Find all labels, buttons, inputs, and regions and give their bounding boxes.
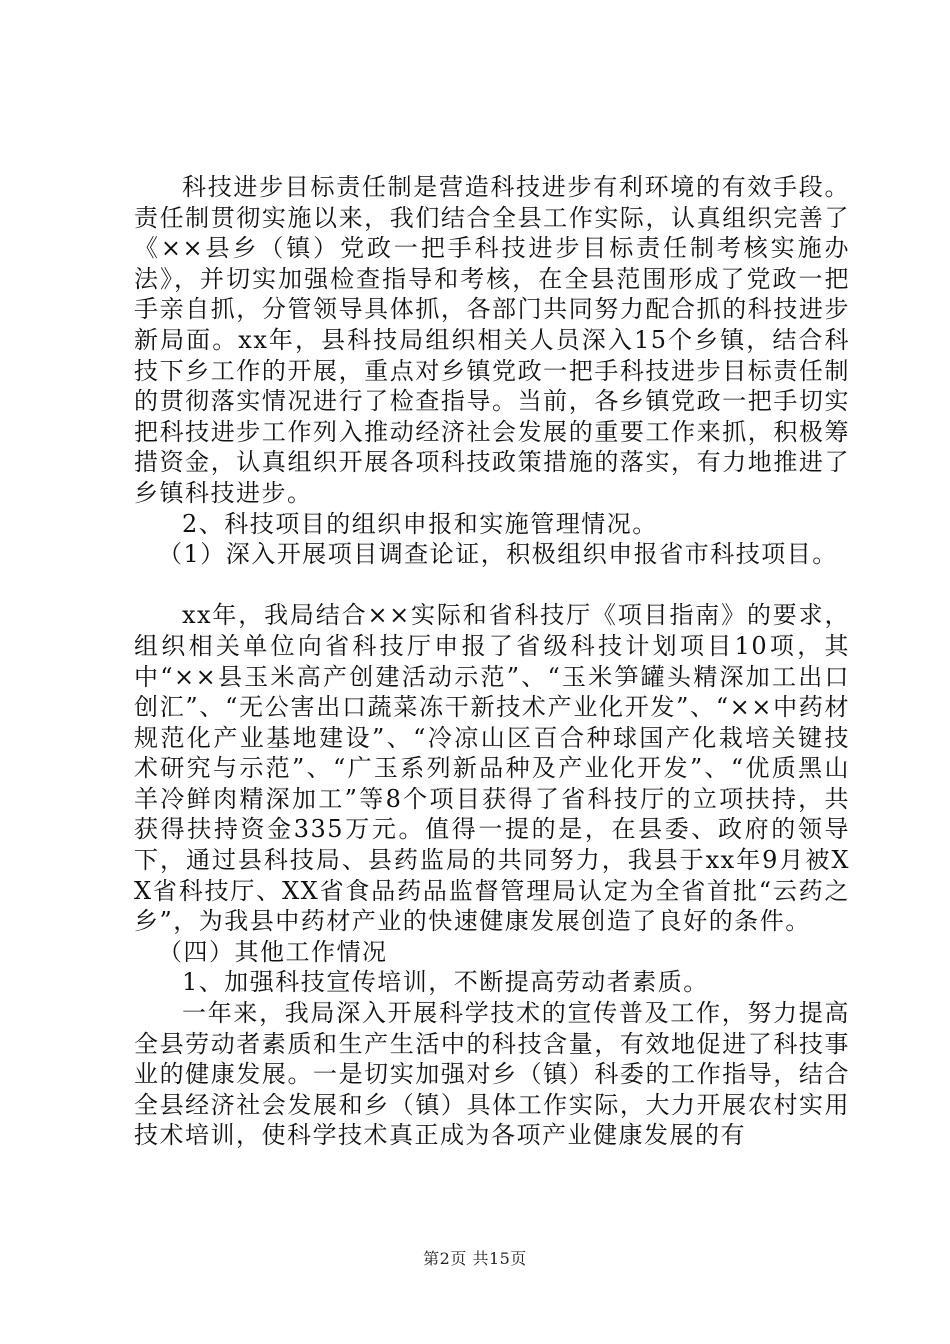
paragraph-project-application: xx年，我局结合××实际和省科技厅《项目指南》的要求，组织相关单位向省科技厅申报了省级科技计划项目10项，其中“××县玉米高产创建活动示范”、“玉米笋罐头精深加工出口创汇”、“无公害出口蔬菜冻干新技术产业化开发”、“××中药材规范化产业基地建设”、“冷凉山区百合种球国产化栽培关键技术研究与示范”、“广玉系列新品种及产业化开发”、“优质黑山羊冷鲜肉精深加工”等8个项目获得了省科技厅的立项扶持，共获得扶持资金335万元。值得一提的是，在县委、政府的领导下，通过县科技局、县药监局的共同努力，我县于xx年9月被XX省科技厅、XX省食品药品监督管理局认定为全省首批“云药之乡”，为我县中药材产业的快速健康发展创造了良好的条件。 [134,601,850,936]
heading-project-management: 2、科技项目的组织申报和实施管理情况。 [182,509,658,538]
heading-project-survey: （1）深入开展项目调查论证，积极组织申报省市科技项目。 [158,540,838,569]
page-number-footer: 第2页 共15页 [423,1249,527,1268]
paragraph-responsibility-system: 科技进步目标责任制是营造科技进步有利环境的有效手段。责任制贯彻实施以来，我们结合全县工作实际，认真组织完善了《××县乡（镇）党政一把手科技进步目标责任制考核实施办法》，并切实加强检查指导和考核，在全县范围形成了党政一把手亲自抓，分管领导具体抓，各部门共同努力配合抓的科技进步新局面。xx年，县科技局组织相关人员深入15个乡镇，结合科技下乡工作的开展，重点对乡镇党政一把手科技进步目标责任制的贯彻落实情况进行了检查指导。当前，各乡镇党政一把手切实把科技进步工作列入推动经济社会发展的重要工作来抓，积极筹措资金，认真组织开展各项科技政策措施的落实，有力地推进了乡镇科技进步。 [134,173,850,507]
paragraph-training: 一年来，我局深入开展科学技术的宣传普及工作，努力提高全县劳动者素质和生产生活中的科技含量，有效地促进了科技事业的健康发展。一是切实加强对乡（镇）科委的工作指导，结合全县经济社会发展和乡（镇）具体工作实际，大力开展农村实用技术培训，使科学技术真正成为各项产业健康发展的有 [134,999,850,1150]
blank-line [134,570,850,601]
heading-other-work: （四）其他工作情况 [158,937,388,966]
heading-training: 1、加强科技宣传培训，不断提高劳动者素质。 [182,968,709,997]
document-body [134,172,850,1151]
